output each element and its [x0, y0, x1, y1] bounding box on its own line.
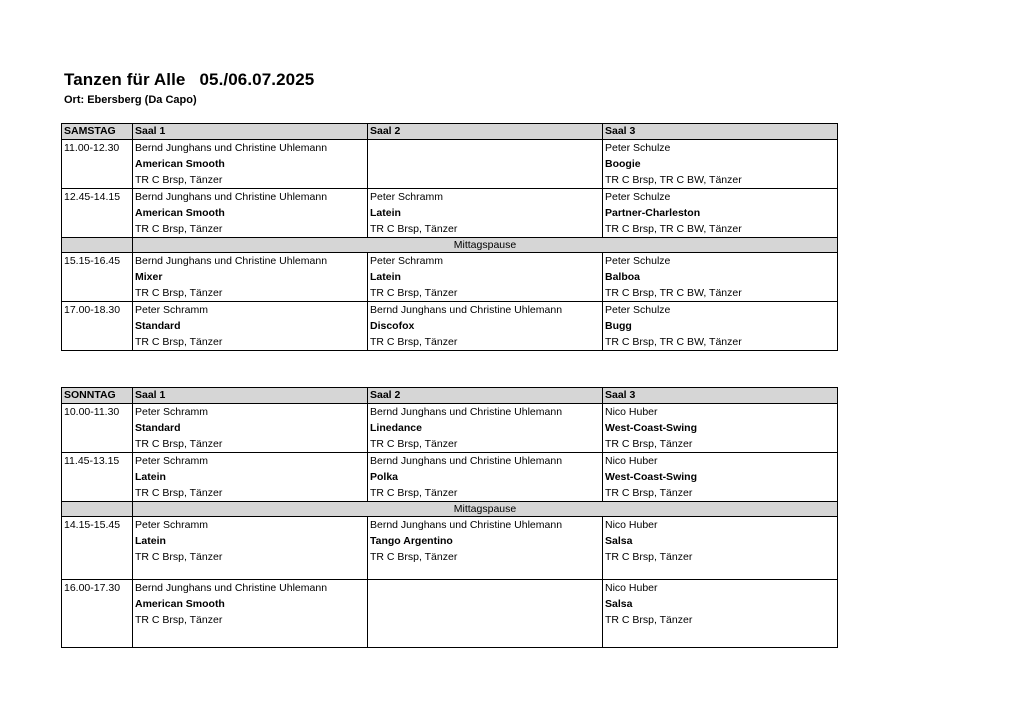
table-header-row — [62, 124, 838, 140]
dance: Linedance — [370, 422, 422, 434]
time-slot: 17.00-18.30 — [62, 302, 133, 351]
teacher: Nico Huber — [605, 519, 658, 531]
lunch-break-label: Mittagspause — [133, 238, 838, 253]
session-cell — [133, 517, 368, 580]
teacher: Bernd Junghans und Christine Uhlemann — [135, 191, 328, 203]
session-cell — [603, 580, 838, 648]
document-title — [64, 70, 314, 90]
teacher: Bernd Junghans und Christine Uhlemann — [370, 455, 563, 467]
info: TR C Brsp, Tänzer — [370, 287, 458, 299]
teacher: Bernd Junghans und Christine Uhlemann — [370, 406, 563, 418]
day-header: SONNTAG — [62, 388, 133, 404]
session-cell — [603, 253, 838, 302]
session-cell — [133, 253, 368, 302]
session-cell — [133, 404, 368, 453]
teacher: Peter Schulze — [605, 255, 671, 267]
info: TR C Brsp, Tänzer — [370, 223, 458, 235]
dance: Salsa — [605, 598, 633, 610]
table-row — [62, 189, 838, 238]
time-slot: 15.15-16.45 — [62, 253, 133, 302]
session-cell — [368, 404, 603, 453]
info: TR C Brsp, Tänzer — [135, 336, 223, 348]
time-slot: 12.45-14.15 — [62, 189, 133, 238]
session-cell — [368, 140, 603, 189]
saturday-schedule-table — [61, 123, 838, 351]
session-cell — [603, 140, 838, 189]
session-cell — [603, 517, 838, 580]
table-row — [62, 253, 838, 302]
event-date: 05./06.07.2025 — [199, 70, 315, 89]
session-cell — [603, 189, 838, 238]
dance: Partner-Charleston — [605, 207, 701, 219]
info: TR C Brsp, Tänzer — [605, 487, 693, 499]
info: TR C Brsp, TR C BW, Tänzer — [605, 223, 742, 235]
table-row — [62, 453, 838, 502]
info: TR C Brsp, Tänzer — [135, 438, 223, 450]
dance: Tango Argentino — [370, 535, 453, 547]
dance: American Smooth — [135, 158, 225, 170]
teacher: Peter Schulze — [605, 304, 671, 316]
dance: American Smooth — [135, 207, 225, 219]
info: TR C Brsp, Tänzer — [370, 438, 458, 450]
session-cell — [133, 453, 368, 502]
room-header: Saal 1 — [133, 388, 368, 404]
dance — [370, 156, 602, 172]
info: TR C Brsp, Tänzer — [605, 614, 693, 626]
session-cell — [133, 580, 368, 648]
info: TR C Brsp, TR C BW, Tänzer — [605, 336, 742, 348]
session-cell — [368, 302, 603, 351]
room-header: Saal 1 — [133, 124, 368, 140]
teacher: Peter Schramm — [370, 255, 443, 267]
session-cell — [368, 253, 603, 302]
dance: Polka — [370, 471, 399, 483]
session-cell — [603, 453, 838, 502]
info: TR C Brsp, Tänzer — [135, 223, 223, 235]
dance: Balboa — [605, 271, 641, 283]
table-row — [62, 517, 838, 580]
dance: Bugg — [605, 320, 632, 332]
time-slot: 11.45-13.15 — [62, 453, 133, 502]
info: TR C Brsp, Tänzer — [605, 551, 693, 563]
table-row — [62, 580, 838, 648]
time-slot: 11.00-12.30 — [62, 140, 133, 189]
dance: Latein — [370, 207, 401, 219]
room-header: Saal 3 — [603, 388, 838, 404]
table-row — [62, 404, 838, 453]
lunch-break-row — [62, 238, 838, 253]
teacher: Bernd Junghans und Christine Uhlemann — [135, 255, 328, 267]
info: TR C Brsp, Tänzer — [135, 174, 223, 186]
session-cell — [133, 302, 368, 351]
session-cell — [368, 453, 603, 502]
dance — [370, 596, 602, 612]
info: TR C Brsp, Tänzer — [135, 614, 223, 626]
info: TR C Brsp, Tänzer — [370, 551, 458, 563]
info — [370, 172, 602, 188]
dance: American Smooth — [135, 598, 225, 610]
info: TR C Brsp, Tänzer — [135, 487, 223, 499]
session-cell — [603, 404, 838, 453]
teacher: Peter Schulze — [605, 142, 671, 154]
table-header-row — [62, 388, 838, 404]
room-header: Saal 3 — [603, 124, 838, 140]
room-header: Saal 2 — [368, 124, 603, 140]
teacher: Nico Huber — [605, 455, 658, 467]
event-location: Ort: Ebersberg (Da Capo) — [64, 94, 197, 106]
info: TR C Brsp, Tänzer — [370, 336, 458, 348]
info: TR C Brsp, Tänzer — [605, 438, 693, 450]
teacher — [370, 140, 602, 156]
info: TR C Brsp, Tänzer — [135, 287, 223, 299]
teacher: Peter Schramm — [135, 455, 208, 467]
teacher: Peter Schramm — [135, 519, 208, 531]
teacher: Peter Schramm — [135, 406, 208, 418]
time-slot: 16.00-17.30 — [62, 580, 133, 648]
time-slot: 14.15-15.45 — [62, 517, 133, 580]
lunch-break-row — [62, 502, 838, 517]
teacher — [370, 580, 602, 596]
info: TR C Brsp, Tänzer — [135, 551, 223, 563]
time-slot: 10.00-11.30 — [62, 404, 133, 453]
session-cell — [603, 302, 838, 351]
teacher: Peter Schramm — [370, 191, 443, 203]
session-cell — [368, 517, 603, 580]
sunday-schedule-table — [61, 387, 838, 648]
teacher: Nico Huber — [605, 582, 658, 594]
teacher: Bernd Junghans und Christine Uhlemann — [135, 582, 328, 594]
info — [370, 612, 602, 628]
info: TR C Brsp, TR C BW, Tänzer — [605, 287, 742, 299]
table-row — [62, 302, 838, 351]
teacher: Peter Schulze — [605, 191, 671, 203]
teacher: Nico Huber — [605, 406, 658, 418]
lunch-break-label: Mittagspause — [133, 502, 838, 517]
dance: West-Coast-Swing — [605, 422, 697, 434]
dance: Latein — [135, 471, 166, 483]
dance: Standard — [135, 422, 181, 434]
info: TR C Brsp, Tänzer — [370, 487, 458, 499]
dance: Latein — [135, 535, 166, 547]
info: TR C Brsp, TR C BW, Tänzer — [605, 174, 742, 186]
dance: Latein — [370, 271, 401, 283]
dance: West-Coast-Swing — [605, 471, 697, 483]
day-header: SAMSTAG — [62, 124, 133, 140]
dance: Standard — [135, 320, 181, 332]
session-cell — [368, 580, 603, 648]
dance: Salsa — [605, 535, 633, 547]
session-cell — [368, 189, 603, 238]
teacher: Bernd Junghans und Christine Uhlemann — [370, 304, 563, 316]
event-title: Tanzen für Alle — [64, 70, 186, 89]
table-row — [62, 140, 838, 189]
session-cell — [133, 140, 368, 189]
teacher: Bernd Junghans und Christine Uhlemann — [370, 519, 563, 531]
room-header: Saal 2 — [368, 388, 603, 404]
teacher: Bernd Junghans und Christine Uhlemann — [135, 142, 328, 154]
session-cell — [133, 189, 368, 238]
teacher: Peter Schramm — [135, 304, 208, 316]
dance: Mixer — [135, 271, 163, 283]
dance: Discofox — [370, 320, 415, 332]
dance: Boogie — [605, 158, 641, 170]
